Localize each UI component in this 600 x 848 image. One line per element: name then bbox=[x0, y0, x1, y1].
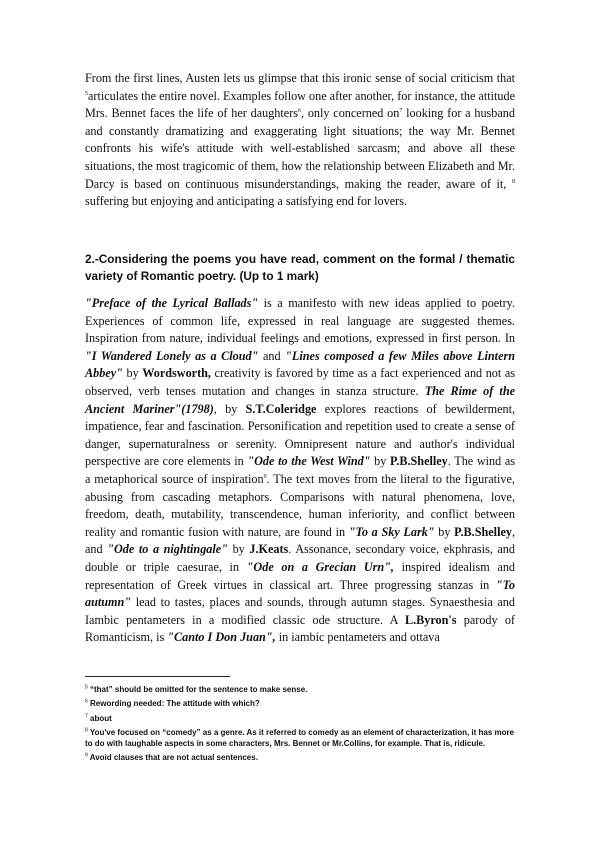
footnote-7: $^7$ about bbox=[85, 712, 112, 723]
paragraph-romantic-poetry: "Preface of the Lyrical Ballads" is a manifesto with new ideas applied to poetry. Experiences of common life, expressed in real language are suggested themes. Inspiration from nature, individual feelings and emotions, expressed in first person. In "I Wandered Lonely as a Cloud" and "Lines composed a few Miles above Lintern Abbey" by Wordsworth, creativity is favored by time as a fact experienced and not as observed, verb tenses mutation and changes in stanza structure. The Rime of the Ancient Mariner"(1798), by S.T.Coleridge explores reactions of bewilderment, impatience, fear and fascination. Personification and repetition used to create a sense of danger, supernaturalness or serenity. Omnipresent nature and author's individual perspective are core elements in "Ode to the West Wind" by P.B.Shelley. The wind as a metaphorical source of inspiration$^9$. The text moves from the literal to the figurative, abusing from cascading metaphors. Comparisons with natural phenomena, love, freedom, death, mutability, transcendence, human inferiority, and conflict between reality and romantic fusion with nature, are found in "To a Sky Lark" by P.B.Shelley, and "Ode to a nightingale" by J.Keats. Assonance, secondary voice, ekphrasis, and double or triple caesurae, in "Ode on a Grecian Urn", inspired idealism and representation of Greek virtues in classical art. Three progressing stanzas in "To autumn" lead to tastes, places and sounds, through autumn stages. Synaesthesia and Iambic pentameters in a modified classic ode structure. A L.Byron's parody of Romanticism, is "Canto I Don Juan", in iambic pentameters and ottava bbox=[85, 296, 516, 645]
footnote-6: $^6$ Rewording needed: The attitude with which? bbox=[85, 698, 260, 709]
footnote-separator bbox=[85, 676, 230, 677]
footnote-ref-9[interactable]: 9 bbox=[263, 473, 267, 480]
footnote-ref-8[interactable]: 8 bbox=[512, 178, 515, 185]
footnote-ref-6[interactable]: 6 bbox=[298, 108, 301, 115]
section-2 bbox=[85, 251, 515, 647]
footnote-5: $^5$ “that” should be omitted for the sentence to make sense. bbox=[85, 684, 308, 694]
section-2-heading: 2.-Considering the poems you have read, comment on the formal / thematic variety of Romantic poetry. (Up to 1 mark) bbox=[85, 252, 515, 283]
footnote-9: $^9$ Avoid clauses that are not actual sentences. bbox=[85, 752, 258, 763]
footnote-8: $^8$ You've focused on “comedy” as a genre. As it referred to comedy as an element of characterization, it has more to do with laughable aspects in some characters, Mrs. Bennet or Mr.Collins, for example. That is, ridicule. bbox=[85, 727, 515, 749]
footnotes bbox=[85, 684, 515, 767]
paragraph-austen bbox=[85, 70, 515, 211]
paragraph-austen-text: From the first lines, Austen lets us glimpse that this ironic sense of social criticism that $^5$articulates the entire novel. Examples follow one after another, for instance, the attitude Mrs. Bennet faces the life of her daughters$^6$, only concerned $on^7$ looking for a husband and constantly dramatizing and exaggerating light situations; the way Mr. Bennet confronts his wife's attitude with well-established sarcasm; and above all these situations, the most tragicomic of them, how the relationship between Elizabeth and Mr. Darcy is based on continuous misunderstandings, making the reader, aware of it, $^8$ suffering but enjoying and anticipating a satisfying end for lovers. bbox=[85, 71, 515, 209]
footnote-ref-7[interactable]: 7 bbox=[399, 108, 403, 115]
footnote-ref-5[interactable]: 5 bbox=[85, 90, 88, 97]
